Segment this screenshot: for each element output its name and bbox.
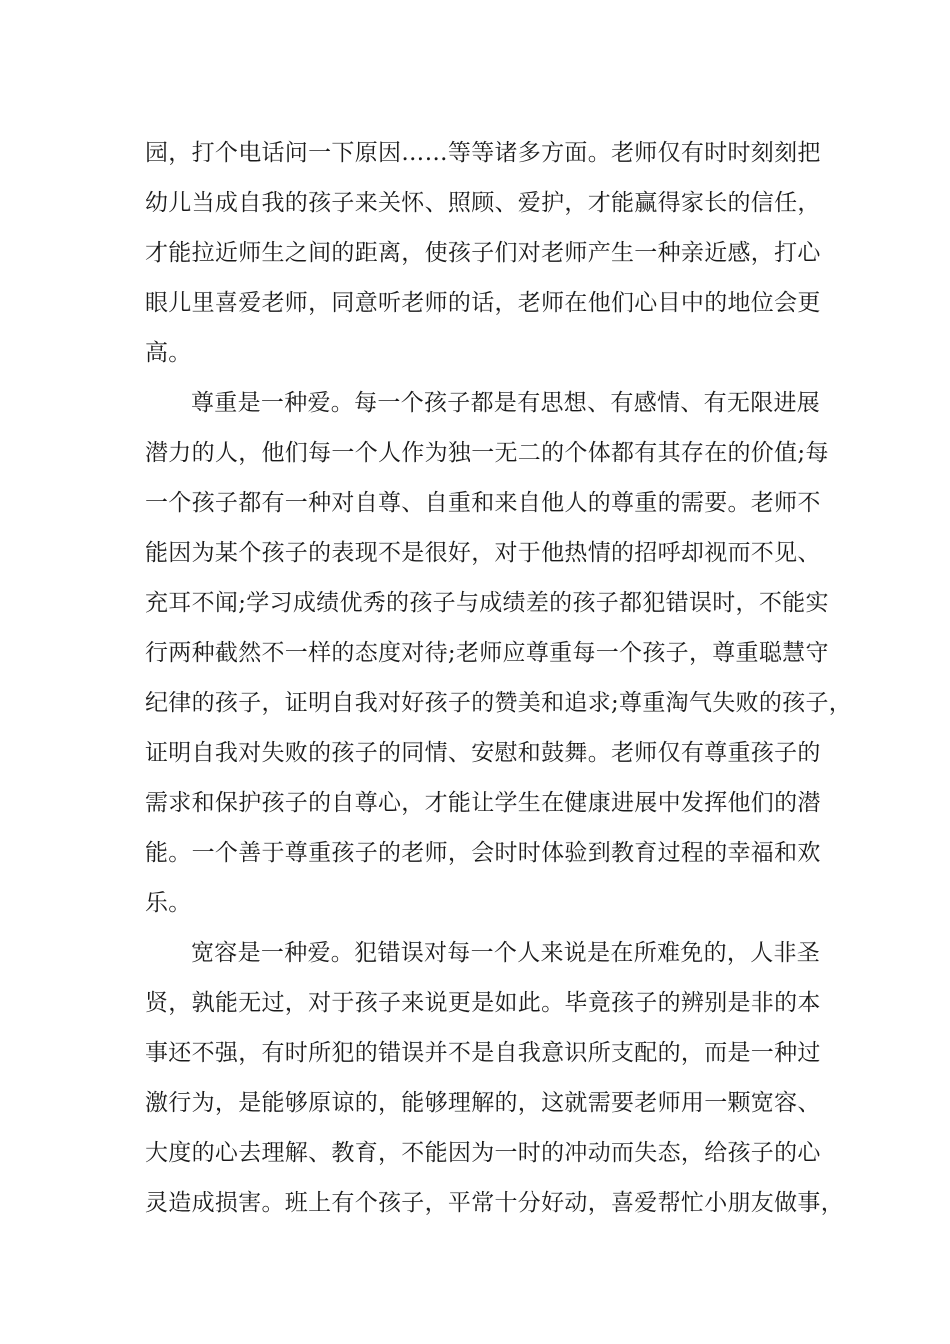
text-line: 大度的心去理解、教育，不能因为一时的冲动而失态，给孩子的心 [145, 1140, 821, 1166]
text-line: 乐。 [145, 890, 192, 916]
text-line: 宽容是一种爱。犯错误对每一个人来说是在所难免的，人非圣 [191, 940, 821, 966]
text-line: 灵造成损害。班上有个孩子，平常十分好动，喜爱帮忙小朋友做事， [145, 1190, 844, 1216]
text-line: 纪律的孩子，证明自我对好孩子的赞美和追求;尊重淘气失败的孩子， [145, 690, 853, 716]
text-line: 眼儿里喜爱老师，同意听老师的话，老师在他们心目中的地位会更 [145, 290, 821, 316]
document-body [145, 128, 853, 1228]
text-line: 高。 [145, 340, 192, 366]
text-line: 潜力的人，他们每一个人作为独一无二的个体都有其存在的价值;每 [145, 440, 829, 466]
text-line: 证明自我对失败的孩子的同情、安慰和鼓舞。老师仅有尊重孩子的 [145, 740, 821, 766]
paragraph-3 [145, 928, 844, 1228]
text-line: 尊重是一种爱。每一个孩子都是有思想、有感情、有无限进展 [191, 390, 821, 416]
text-line: 事还不强，有时所犯的错误并不是自我意识所支配的，而是一种过 [145, 1040, 821, 1066]
text-line: 才能拉近师生之间的距离，使孩子们对老师产生一种亲近感，打心 [145, 240, 821, 266]
text-line: 幼儿当成自我的孩子来关怀、照顾、爱护，才能赢得家长的信任， [145, 190, 821, 216]
text-line: 行两种截然不一样的态度对待;老师应尊重每一个孩子，尊重聪慧守 [145, 640, 829, 666]
text-line: 能因为某个孩子的表现不是很好，对于他热情的招呼却视而不见、 [145, 540, 821, 566]
text-line: 激行为，是能够原谅的，能够理解的，这就需要老师用一颗宽容、 [145, 1090, 821, 1116]
paragraph-1 [145, 128, 821, 378]
text-line: 园，打个电话问一下原因……等等诸多方面。老师仅有时时刻刻把 [145, 140, 821, 166]
text-line: 能。一个善于尊重孩子的老师，会时时体验到教育过程的幸福和欢 [145, 840, 821, 866]
text-line: 贤，孰能无过，对于孩子来说更是如此。毕竟孩子的辨别是非的本 [145, 990, 821, 1016]
paragraph-2 [145, 378, 853, 928]
text-line: 需求和保护孩子的自尊心，才能让学生在健康进展中发挥他们的潜 [145, 790, 821, 816]
text-line: 一个孩子都有一种对自尊、自重和来自他人的尊重的需要。老师不 [145, 490, 821, 516]
text-line: 充耳不闻;学习成绩优秀的孩子与成绩差的孩子都犯错误时，不能实 [145, 590, 829, 616]
